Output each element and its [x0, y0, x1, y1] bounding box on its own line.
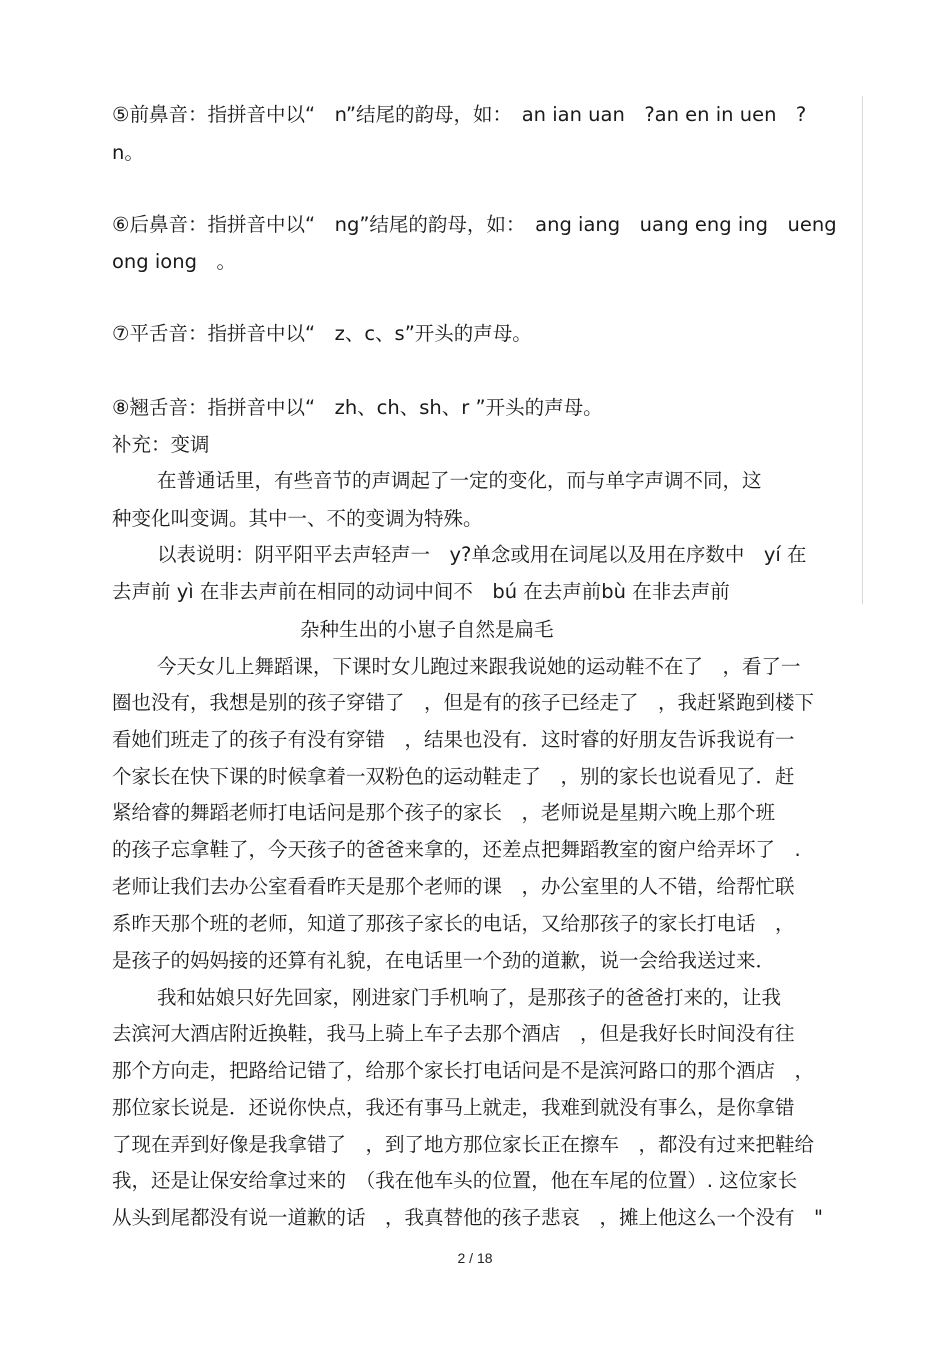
- text-line: 今天女儿上舞蹈课，下课时女儿跑过来跟我说她的运动鞋不在了 ，看了一: [157, 655, 801, 678]
- text-line: 紧给睿的舞蹈老师打电话问是那个孩子的家长 ，老师说是星期六晚上那个班: [112, 801, 776, 824]
- text-line: 我，还是让保安给拿过来的 （我在他车头的位置，他在车尾的位置）. 这位家长: [112, 1169, 798, 1192]
- text-line: 个家长在快下课的时候拿着一双粉色的运动鞋走了 ，别的家长也说看见了．赶: [112, 765, 795, 788]
- text-line: n。: [112, 141, 144, 164]
- text-line: ong iong 。: [112, 250, 236, 273]
- text-line: 在普通话里，有些音节的声调起了一定的变化，而与单字声调不同，这: [157, 469, 762, 492]
- text-line: 补充：变调: [112, 433, 210, 456]
- text-line: 我和姑娘只好先回家，刚进家门手机响了，是那孩子的爸爸打来的，让我: [157, 986, 782, 1009]
- text-line: ⑧翘舌音：指拼音中以“ zh、ch、sh、r ”开头的声母。: [112, 396, 603, 419]
- page-number: 2 / 18: [457, 1250, 493, 1266]
- text-line: ⑦平舌音：指拼音中以“ z、c、s”开头的声母。: [112, 322, 532, 345]
- text-line: ⑥后鼻音：指拼音中以“ ng”结尾的韵母，如： ang iang uang eng ing ueng: [112, 213, 837, 236]
- text-line: 老师让我们去办公室看看昨天是那个老师的课 ，办公室里的人不错，给帮忙联: [112, 875, 795, 898]
- text-line: 去声前 yì 在非去声前在相同的动词中间不 bú 在去声前bù 在非去声前: [112, 580, 730, 603]
- text-line: 的孩子忘拿鞋了，今天孩子的爸爸来拿的，还差点把舞蹈教室的窗户给弄坏了 .: [112, 838, 801, 861]
- text-line: 系昨天那个班的老师，知道了那孩子家长的电话，又给那孩子的家长打电话 ，: [112, 912, 795, 935]
- text-line: ⑤前鼻音：指拼音中以“ n”结尾的韵母，如： an ian uan ?an en in uen ?: [112, 103, 807, 126]
- text-line: 从头到尾都没有说一道歉的话 ，我真替他的孩子悲哀 ，摊上他这么一个没有 ": [112, 1206, 823, 1229]
- text-line: 那个方向走，把路给记错了，给那个家长打电话问是不是滨河路口的那个酒店 ，: [112, 1059, 815, 1082]
- article-title: 杂种生出的小崽子自然是扁毛: [300, 618, 554, 641]
- text-line: 那位家长说是．还说你快点，我还有事马上就走，我难到就没有事么，是你拿错: [112, 1096, 795, 1119]
- text-line: 去滨河大酒店附近换鞋，我马上骑上车子去那个酒店 ，但是我好长时间没有往: [112, 1022, 795, 1045]
- text-line: 圈也没有，我想是别的孩子穿错了 ，但是有的孩子已经走了 ，我赶紧跑到楼下: [112, 691, 815, 714]
- text-line: 看她们班走了的孩子有没有穿错 ，结果也没有．这时睿的好朋友告诉我说有一: [112, 728, 795, 751]
- text-line: 是孩子的妈妈接的还算有礼貌，在电话里一个劲的道歉，说一会给我送过来．: [112, 949, 776, 972]
- text-line: 了现在弄到好像是我拿错了 ，到了地方那位家长正在擦车 ，都没有过来把鞋给: [112, 1133, 815, 1156]
- text-line: 种变化叫变调。其中一、不的变调为特殊。: [112, 507, 483, 530]
- text-line: 以表说明：阴平阳平去声轻声一 y?单念或用在词尾以及用在序数中 yí 在: [157, 543, 807, 566]
